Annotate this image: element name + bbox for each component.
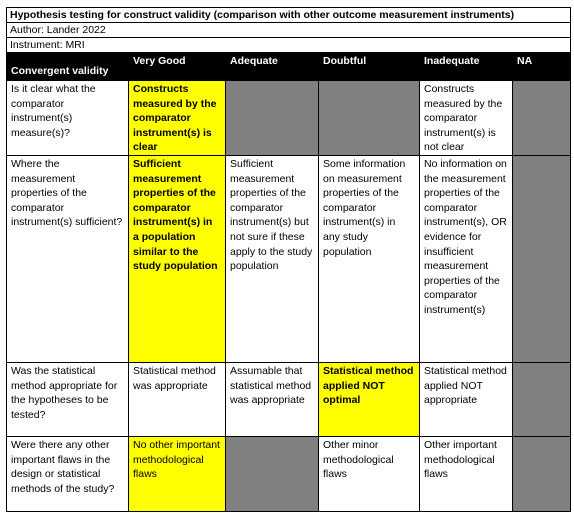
table-row xyxy=(7,155,571,362)
column-header-adequate: Adequate xyxy=(226,53,319,81)
question-cell: Is it clear what the comparator instrument(s) measure(s)? xyxy=(7,81,129,156)
doubtful-cell: Some information on measurement properties of the comparator instrument(s) in any study population xyxy=(319,155,420,362)
inadequate-cell: No information on the measurement properties of the comparator instrument(s), OR evidence for insufficient measurement properties of the comparator instrument(s) xyxy=(420,155,513,362)
column-header-doubtful: Doubtful xyxy=(319,53,420,81)
column-header-inadequate: Inadequate xyxy=(420,53,513,81)
section-header-convergent-validity: Convergent validity xyxy=(7,53,129,81)
author-label: Author: Lander 2022 xyxy=(7,23,571,38)
inadequate-cell: Constructs measured by the comparator instrument(s) is not clear xyxy=(420,81,513,156)
very-good-cell-highlighted: Sufficient measurement properties of the comparator instrument(s) in a population similar to the study population xyxy=(129,155,226,362)
adequate-cell-not-applicable xyxy=(226,436,319,511)
question-cell: Were there any other important flaws in the design or statistical methods of the study? xyxy=(7,436,129,511)
na-cell-not-applicable xyxy=(513,436,571,511)
na-cell-not-applicable xyxy=(513,81,571,156)
title-row xyxy=(7,8,571,23)
author-row xyxy=(7,23,571,38)
na-cell-not-applicable xyxy=(513,362,571,436)
column-header-na: NA xyxy=(513,53,571,81)
table-row xyxy=(7,81,571,156)
rating-table xyxy=(6,7,571,512)
cosmin-rating-document xyxy=(6,7,570,512)
table-row xyxy=(7,362,571,436)
doubtful-cell-not-applicable xyxy=(319,81,420,156)
adequate-cell: Assumable that statistical method was appropriate xyxy=(226,362,319,436)
na-cell-not-applicable xyxy=(513,155,571,362)
very-good-cell-highlighted: Constructs measured by the comparator instrument(s) is clear xyxy=(129,81,226,156)
instrument-label: Instrument: MRI xyxy=(7,38,571,53)
adequate-cell-not-applicable xyxy=(226,81,319,156)
header-row xyxy=(7,53,571,81)
doubtful-cell-highlighted: Statistical method applied NOT optimal xyxy=(319,362,420,436)
inadequate-cell: Statistical method applied NOT appropriate xyxy=(420,362,513,436)
very-good-cell: Statistical method was appropriate xyxy=(129,362,226,436)
very-good-cell-highlighted: No other important methodological flaws xyxy=(129,436,226,511)
question-cell: Was the statistical method appropriate for the hypotheses to be tested? xyxy=(7,362,129,436)
column-header-very-good: Very Good xyxy=(129,53,226,81)
question-cell: Where the measurement properties of the comparator instrument(s) sufficient? xyxy=(7,155,129,362)
inadequate-cell: Other important methodological flaws xyxy=(420,436,513,511)
table-row xyxy=(7,436,571,511)
adequate-cell: Sufficient measurement properties of the comparator instrument(s) but not sure if these apply to the study population xyxy=(226,155,319,362)
document-title: Hypothesis testing for construct validity (comparison with other outcome measurement instruments) xyxy=(7,8,571,23)
instrument-row xyxy=(7,38,571,53)
doubtful-cell: Other minor methodological flaws xyxy=(319,436,420,511)
